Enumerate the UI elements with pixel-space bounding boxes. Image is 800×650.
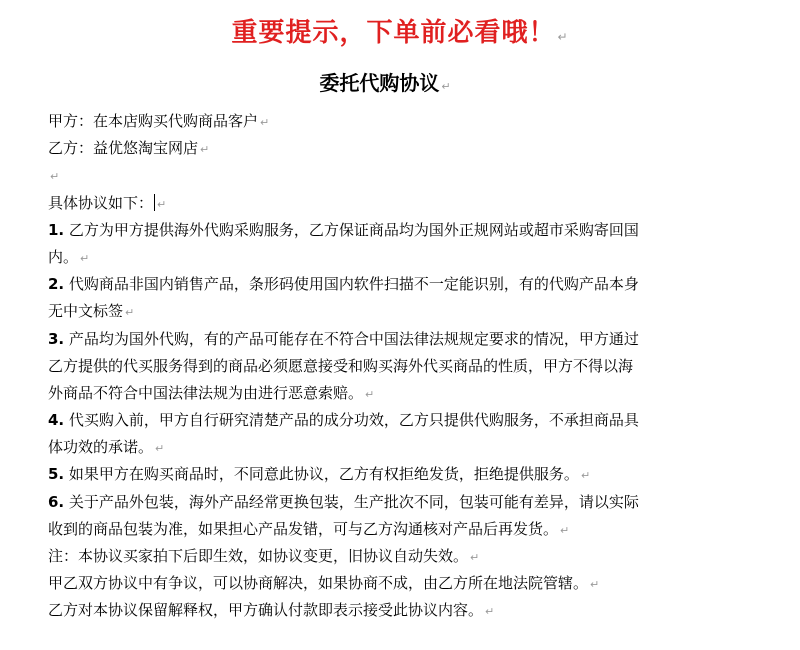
clause-text: 收到的商品包装为准，如果担心产品发错，可与乙方沟通核对产品后再发货。 (48, 519, 559, 538)
clause-text: 内。 (48, 247, 79, 266)
clause-4-line-2 (48, 434, 728, 461)
clause-text: 乙方提供的代买服务得到的商品必须愿意接受和购买海外代买商品的性质，甲方不得以海 (48, 356, 634, 375)
clause-number: 1. (48, 220, 65, 239)
clause-3-line-3 (48, 380, 728, 407)
paragraph-mark-icon: ↵ (470, 551, 480, 564)
clause-number: 6. (48, 492, 65, 511)
paragraph-mark-icon: ↵ (485, 605, 495, 619)
paragraph-mark-icon: ↵ (590, 578, 600, 592)
text-cursor-icon (154, 194, 155, 211)
clause-4-line-1 (48, 407, 728, 434)
clause-text: 乙方为甲方提供海外代购采购服务，乙方保证商品均为国外正规网站或超市采购寄回国 (68, 220, 639, 239)
note-line (48, 543, 728, 570)
paragraph-mark-icon: ↵ (580, 469, 591, 483)
paragraph-mark-icon: ↵ (260, 116, 270, 129)
clause-number: 4. (48, 411, 65, 430)
paragraph-mark-icon: ↵ (157, 197, 167, 211)
paragraph-mark-icon: ↵ (155, 442, 165, 456)
clause-text: 关于产品外包装，海外产品经常更换包装，生产批次不同，包装可能有差异，请以实际 (68, 492, 639, 511)
title-text: 委托代购协议 (319, 71, 440, 95)
clause-text: 代购商品非国内销售产品，条形码使用国内软件扫描不一定能识别，有的代购产品本身 (68, 275, 639, 294)
clause-6-line-2 (48, 516, 728, 543)
clause-number: 3. (48, 329, 65, 348)
rights-line (48, 597, 728, 624)
paragraph-mark-icon: ↵ (200, 143, 210, 157)
party-b-line (48, 135, 728, 162)
clause-2-line-1 (48, 271, 728, 298)
paragraph-mark-icon: ↵ (125, 306, 135, 320)
clause-text: 无中文标签 (48, 302, 124, 321)
clause-3-line-1 (48, 326, 728, 353)
paragraph-mark-icon: ↵ (557, 30, 569, 44)
intro-line (48, 190, 728, 217)
paragraph-mark-icon: ↵ (80, 251, 90, 265)
dispute-text: 甲乙双方协议中有争议，可以协商解决，如果协商不成，由乙方所在地法院管辖。 (48, 574, 589, 593)
clause-1-line-1 (48, 217, 728, 244)
clause-1-line-2 (48, 244, 728, 271)
note-text: 注：本协议买家拍下后即生效，如协议变更，旧协议自动失效。 (48, 547, 469, 565)
agreement-title (0, 68, 770, 102)
party-a-line (48, 108, 728, 135)
clause-text: 体功效的承诺。 (48, 438, 154, 457)
paragraph-mark-icon: ↵ (560, 523, 570, 537)
clause-3-line-2 (48, 353, 728, 380)
dispute-line (48, 570, 728, 597)
party-a-text: 甲方：在本店购买代购商品客户 (48, 112, 259, 130)
intro-text: 具体协议如下： (48, 193, 154, 212)
clause-number: 2. (48, 275, 65, 294)
clause-number: 5. (48, 465, 65, 484)
clause-text: 外商品不符合中国法律法规为由进行恶意索赔。 (48, 383, 364, 402)
clause-text: 产品均为国外代购，有的产品可能存在不符合中国法律法规规定要求的情况，甲方通过 (68, 329, 639, 348)
clause-text: 代买购入前，甲方自行研究清楚产品的成分功效，乙方只提供代购服务，不承担商品具 (68, 411, 639, 430)
party-b-text: 乙方：益优悠淘宝网店 (48, 139, 199, 158)
clause-5-line-1 (48, 461, 728, 488)
agreement-body (48, 108, 728, 625)
clause-text: 如果甲方在购买商品时，不同意此协议，乙方有权拒绝发货，拒绝提供服务。 (68, 465, 579, 484)
notice-text: 重要提示，下单前必看哦！ (231, 18, 556, 48)
clause-2-line-2 (48, 298, 728, 325)
rights-text: 乙方对本协议保留解释权，甲方确认付款即表示接受此协议内容。 (48, 601, 484, 620)
empty-line (48, 162, 728, 189)
paragraph-mark-icon: ↵ (365, 387, 375, 401)
clause-6-line-1 (48, 489, 728, 516)
paragraph-mark-icon: ↵ (50, 170, 60, 184)
important-notice-heading (0, 14, 800, 56)
paragraph-mark-icon: ↵ (441, 80, 451, 93)
